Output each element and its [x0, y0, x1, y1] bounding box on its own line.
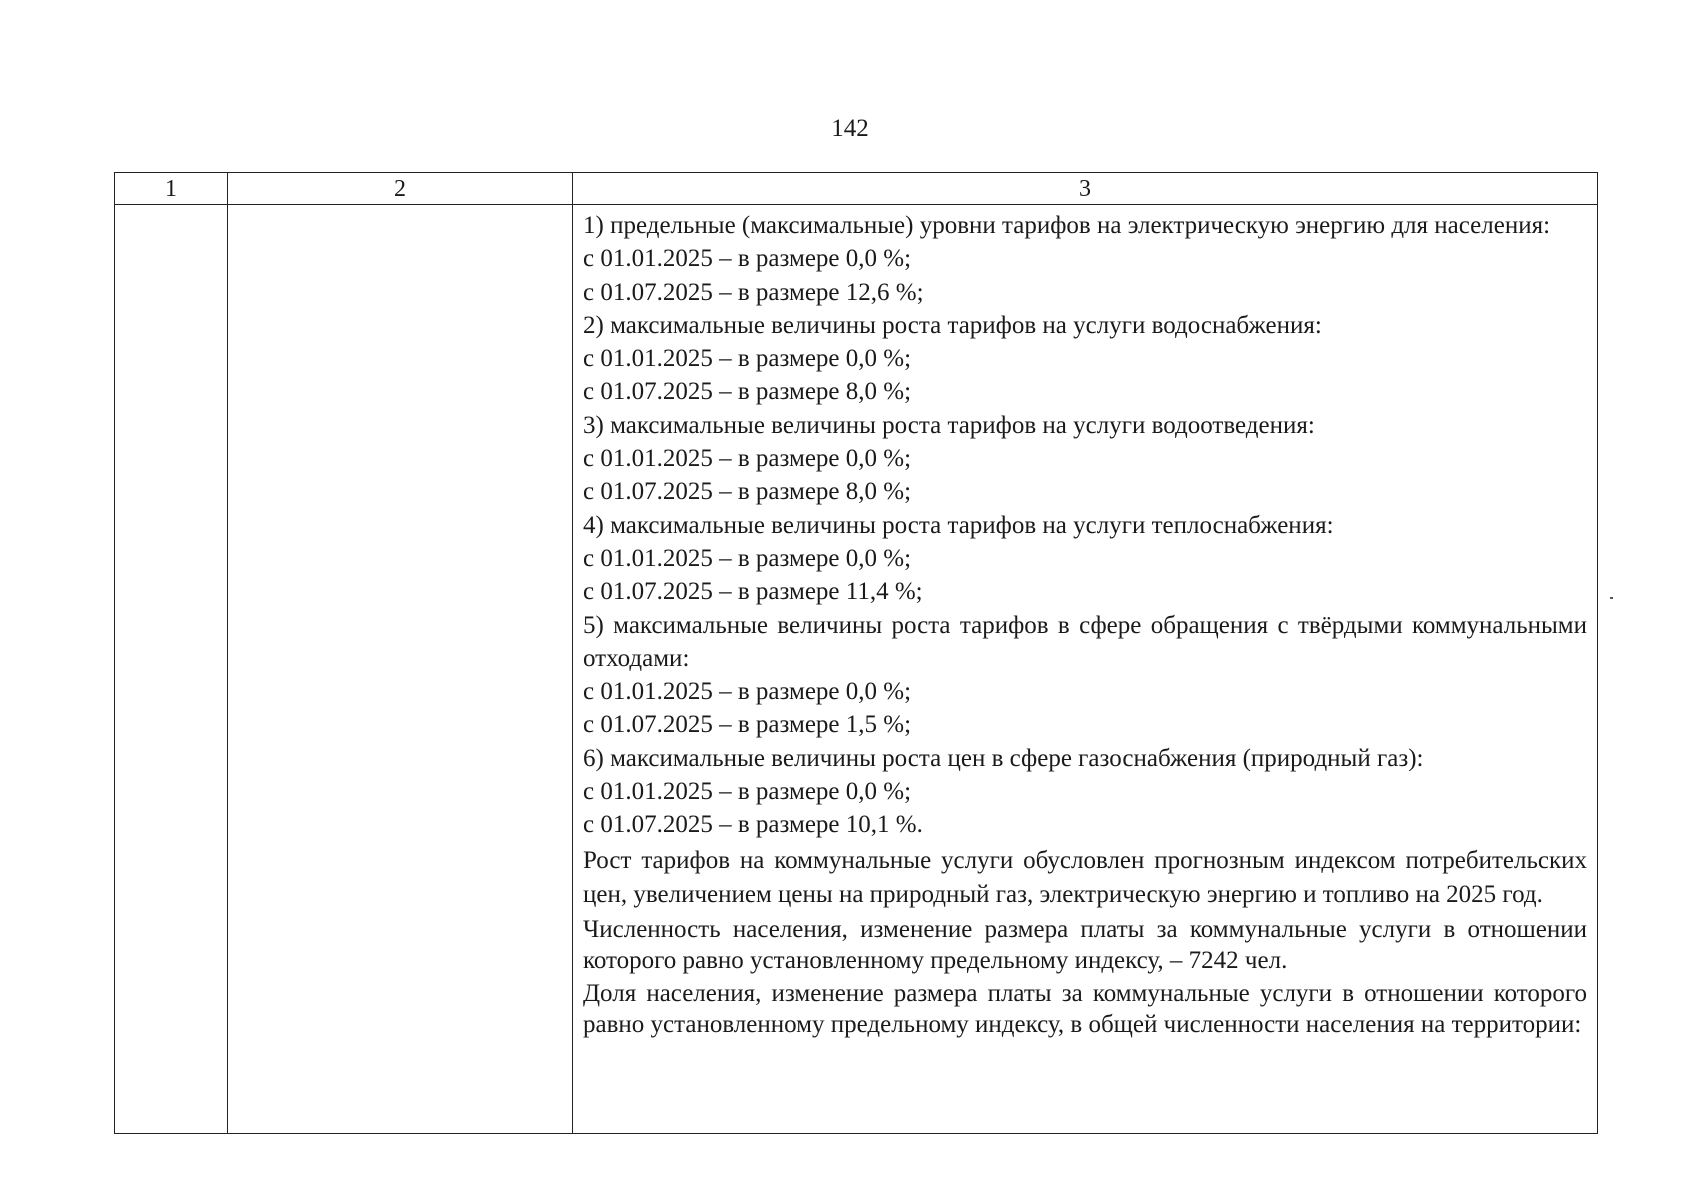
- table-header-row: [115, 173, 1598, 205]
- item-6-line-1: с 01.01.2025 – в размере 0,0 %;: [583, 778, 912, 806]
- item-2-line-2: с 01.07.2025 – в размере 8,0 %;: [583, 378, 912, 406]
- cell-col-3: [573, 205, 1598, 1134]
- item-2-heading: 2) максимальные величины роста тарифов на услуги водоснабжения:: [583, 311, 1322, 339]
- paragraph-tariff-growth: Рост тарифов на коммунальные услуги обусловлен прогнозным индексом потребительских цен, увеличением цены на природный газ, электрическую энергию и топливо на 2025 год.: [583, 846, 1587, 908]
- scan-speck: [1610, 597, 1613, 599]
- page-number: 142: [831, 115, 869, 142]
- item-5-heading: 5) максимальные величины роста тарифов в сфере обращения с твёрдыми коммунальными отходами:: [583, 611, 1587, 672]
- item-3-heading: 3) максимальные величины роста тарифов на услуги водоотведения:: [583, 411, 1315, 439]
- item-6-heading: 6) максимальные величины роста цен в сфере газоснабжения (природный газ):: [583, 744, 1424, 772]
- cell-col-2: [228, 205, 573, 1134]
- item-6-line-2: с 01.07.2025 – в размере 10,1 %.: [583, 811, 923, 839]
- item-4-heading: 4) максимальные величины роста тарифов на услуги теплоснабжения:: [583, 511, 1334, 539]
- column-header-2: 2: [228, 173, 573, 205]
- tariff-table: [114, 172, 1598, 1134]
- paragraph-population-count: Численность населения, изменение размера платы за коммунальные услуги в отношении которого равно установленному предельному индексу, – 7242 чел.: [583, 915, 1587, 974]
- paragraph-population-share: Доля населения, изменение размера платы за коммунальные услуги в отношении которого равно установленному предельному индексу, в общей численности населения на территории:: [583, 979, 1587, 1038]
- item-1-heading: 1) предельные (максимальные) уровни тарифов на электрическую энергию для населения:: [583, 212, 1551, 239]
- table-row: [115, 205, 1598, 1134]
- cell-col-1: [115, 205, 228, 1134]
- item-5-line-2: с 01.07.2025 – в размере 1,5 %;: [583, 711, 912, 739]
- column-header-3: 3: [573, 173, 1598, 205]
- item-5-line-1: с 01.01.2025 – в размере 0,0 %;: [583, 678, 912, 706]
- column-header-1: 1: [115, 173, 228, 205]
- item-1-line-2: с 01.07.2025 – в размере 12,6 %;: [583, 278, 924, 306]
- item-1-line-1: с 01.01.2025 – в размере 0,0 %;: [583, 245, 912, 273]
- item-4-line-2: с 01.07.2025 – в размере 11,4 %;: [583, 578, 923, 606]
- item-4-line-1: с 01.01.2025 – в размере 0,0 %;: [583, 544, 912, 572]
- item-3-line-2: с 01.07.2025 – в размере 8,0 %;: [583, 478, 912, 506]
- item-3-line-1: с 01.01.2025 – в размере 0,0 %;: [583, 445, 912, 473]
- tariff-content: [573, 205, 1597, 1040]
- item-2-line-1: с 01.01.2025 – в размере 0,0 %;: [583, 345, 912, 373]
